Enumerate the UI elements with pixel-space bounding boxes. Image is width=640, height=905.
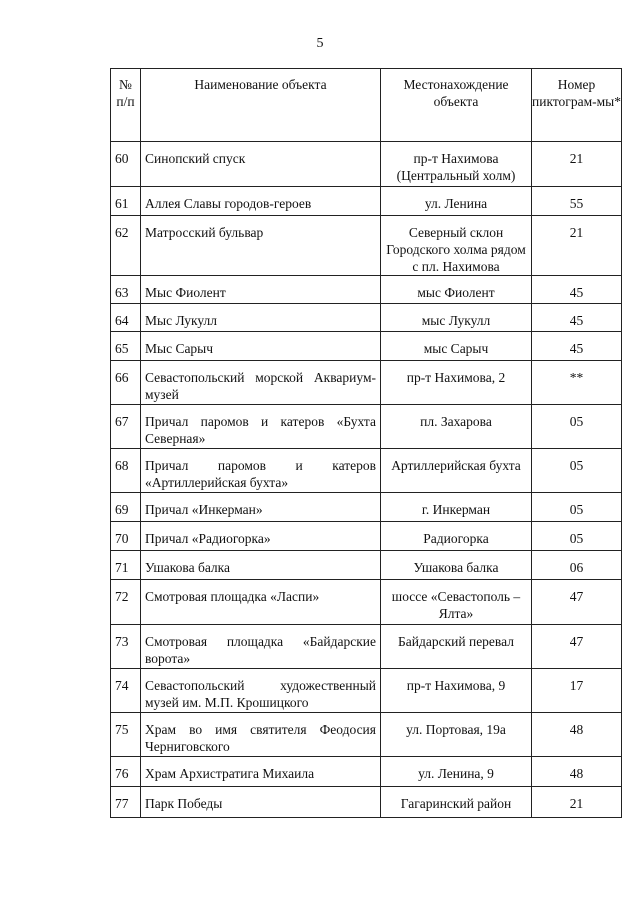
object-name: Смотровая площадка «Байдарские ворота» — [141, 625, 381, 669]
object-location: шоссе «Севастополь – Ялта» — [381, 580, 532, 625]
row-number: 70 — [111, 522, 141, 551]
pictogram-number: 21 — [532, 142, 622, 187]
row-number: 67 — [111, 405, 141, 449]
pictogram-number: 21 — [532, 787, 622, 818]
object-location: Артиллерийская бухта — [381, 449, 532, 493]
row-number: 71 — [111, 551, 141, 580]
object-location: Байдарский перевал — [381, 625, 532, 669]
object-location: Ушакова балка — [381, 551, 532, 580]
object-location: ул. Портовая, 19а — [381, 713, 532, 757]
pictogram-number: 05 — [532, 493, 622, 522]
table-row — [111, 405, 622, 449]
object-location: пр-т Нахимова, 9 — [381, 669, 532, 713]
table-row — [111, 142, 622, 187]
row-number: 77 — [111, 787, 141, 818]
table-row — [111, 332, 622, 361]
row-number: 61 — [111, 187, 141, 216]
pictogram-number: 05 — [532, 522, 622, 551]
pictogram-number: 17 — [532, 669, 622, 713]
table-row — [111, 669, 622, 713]
page-number: 5 — [316, 36, 324, 51]
object-name: Причал «Инкерман» — [141, 493, 381, 522]
table-row — [111, 304, 622, 332]
header-num: № п/п — [111, 69, 141, 142]
table-row — [111, 187, 622, 216]
object-location: пл. Захарова — [381, 405, 532, 449]
table-row — [111, 361, 622, 405]
pictogram-number: ** — [532, 361, 622, 405]
table-row — [111, 757, 622, 787]
row-number: 60 — [111, 142, 141, 187]
row-number: 69 — [111, 493, 141, 522]
object-name: Мыс Сарыч — [141, 332, 381, 361]
table-row — [111, 493, 622, 522]
row-number: 74 — [111, 669, 141, 713]
pictogram-number: 45 — [532, 276, 622, 304]
row-number: 63 — [111, 276, 141, 304]
object-name: Смотровая площадка «Ласпи» — [141, 580, 381, 625]
row-number: 72 — [111, 580, 141, 625]
table-row — [111, 713, 622, 757]
table-header-row — [111, 69, 622, 142]
table-row — [111, 216, 622, 276]
header-code: Номер пиктограм-мы* — [532, 69, 622, 142]
table-row — [111, 580, 622, 625]
object-name: Храм Архистратига Михаила — [141, 757, 381, 787]
pictogram-number: 21 — [532, 216, 622, 276]
row-number: 64 — [111, 304, 141, 332]
object-location: мыс Фиолент — [381, 276, 532, 304]
table-row — [111, 276, 622, 304]
object-name: Аллея Славы городов-героев — [141, 187, 381, 216]
pictogram-number: 47 — [532, 580, 622, 625]
header-name: Наименование объекта — [141, 69, 381, 142]
table-row — [111, 625, 622, 669]
object-location: ул. Ленина, 9 — [381, 757, 532, 787]
object-location: пр-т Нахимова, 2 — [381, 361, 532, 405]
table-row — [111, 522, 622, 551]
row-number: 73 — [111, 625, 141, 669]
object-name: Причал паромов и катеров «Артиллерийская бухта» — [141, 449, 381, 493]
pictogram-number: 05 — [532, 449, 622, 493]
object-name: Мыс Лукулл — [141, 304, 381, 332]
object-location: мыс Сарыч — [381, 332, 532, 361]
header-location: Местонахождение объекта — [381, 69, 532, 142]
row-number: 62 — [111, 216, 141, 276]
object-location: Гагаринский район — [381, 787, 532, 818]
object-name: Севастопольский художественный музей им. М.П. Крошицкого — [141, 669, 381, 713]
row-number: 76 — [111, 757, 141, 787]
pictogram-number: 47 — [532, 625, 622, 669]
table-row — [111, 551, 622, 580]
row-number: 75 — [111, 713, 141, 757]
object-name: Мыс Фиолент — [141, 276, 381, 304]
row-number: 68 — [111, 449, 141, 493]
object-name: Ушакова балка — [141, 551, 381, 580]
object-name: Севастопольский морской Аквариум-музей — [141, 361, 381, 405]
pictogram-number: 45 — [532, 332, 622, 361]
pictogram-number: 05 — [532, 405, 622, 449]
object-location: мыс Лукулл — [381, 304, 532, 332]
object-location: Северный склон Городского холма рядом с пл. Нахимова — [381, 216, 532, 276]
object-name: Причал «Радиогорка» — [141, 522, 381, 551]
objects-table — [110, 68, 622, 818]
object-name: Парк Победы — [141, 787, 381, 818]
pictogram-number: 55 — [532, 187, 622, 216]
table-row — [111, 787, 622, 818]
row-number: 66 — [111, 361, 141, 405]
object-location: Радиогорка — [381, 522, 532, 551]
object-location: ул. Ленина — [381, 187, 532, 216]
object-name: Матросский бульвар — [141, 216, 381, 276]
pictogram-number: 06 — [532, 551, 622, 580]
pictogram-number: 45 — [532, 304, 622, 332]
object-location: пр-т Нахимова (Центральный холм) — [381, 142, 532, 187]
object-name: Храм во имя святителя Феодосия Черниговского — [141, 713, 381, 757]
object-name: Синопский спуск — [141, 142, 381, 187]
pictogram-number: 48 — [532, 757, 622, 787]
table-row — [111, 449, 622, 493]
pictogram-number: 48 — [532, 713, 622, 757]
object-location: г. Инкерман — [381, 493, 532, 522]
object-name: Причал паромов и катеров «Бухта Северная» — [141, 405, 381, 449]
row-number: 65 — [111, 332, 141, 361]
